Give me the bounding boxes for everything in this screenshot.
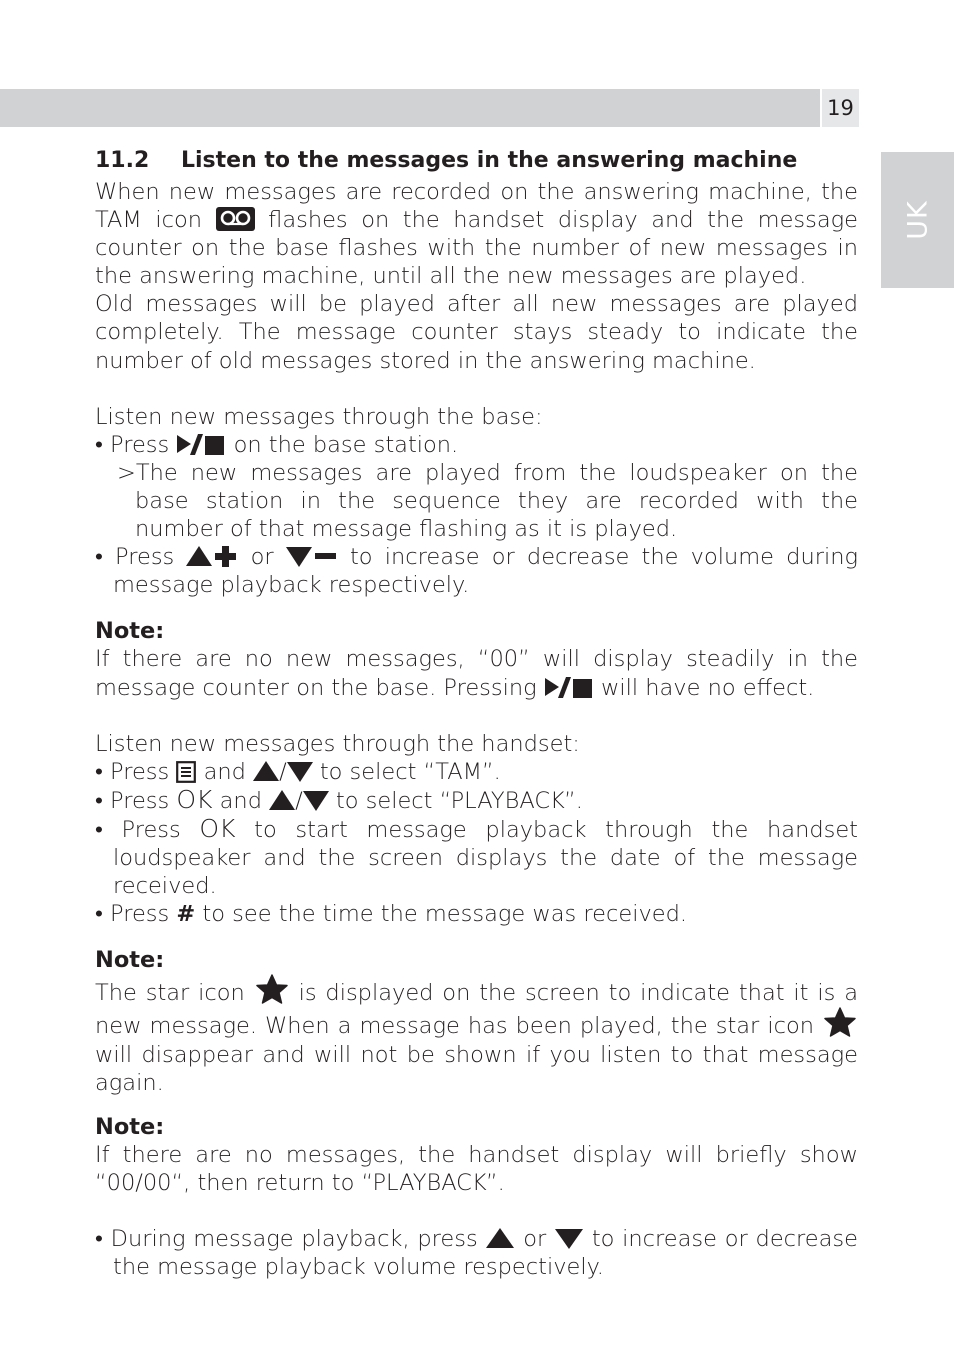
up-arrow-icon [253, 759, 279, 783]
language-tab [881, 152, 954, 288]
section-title [95, 146, 858, 176]
play-stop-icon [544, 675, 594, 699]
handset-bullet-3: • Press OK to start message playback through the handset loudspeaker and the screen displays the date of the message received. [95, 813, 859, 900]
handset-bullet-4: • Press # to see the time the message was received. [95, 901, 688, 928]
intro-paragraph-1: When new messages are recorded on the answering machine, the TAM icon flashes on the handset display and the message counter on the base flashes with the number of new messages in the answering machine, until all the new messages are played. [95, 179, 858, 290]
note-1-label: Note: [95, 618, 165, 645]
section-number: 11.2 [95, 148, 150, 173]
star-icon [822, 1007, 858, 1037]
play-stop-icon [176, 432, 226, 456]
up-arrow-icon [485, 1226, 515, 1250]
handset-bullet-2: • Press OK and / to select “PLAYBACK”. [95, 784, 583, 814]
handset-heading: Listen new messages through the handset: [95, 730, 580, 757]
base-sub-result: >The new messages are played from the loudspeaker on the base station in the sequence they are recorded with the number of that message flashing as it is played. [117, 459, 858, 543]
note-1-text: If there are no new messages, “00” will display steadily in the message counter on the base. Pressing will have no effect. [95, 646, 858, 701]
base-bullet-1: • Press on the base station. [95, 431, 459, 458]
menu-icon [176, 761, 196, 783]
ok-key-label: OK [199, 813, 236, 843]
intro-paragraph-2: Old messages will be played after all new messages are played completely. The message counter stays steady to indicate the number of old messages stored in the answering machine. [95, 291, 858, 374]
section-title-text: Listen to the messages in the answering machine [181, 148, 798, 173]
language-tab-label: UK [902, 200, 933, 240]
final-bullet: • During message playback, press or to increase or decrease the message playback volume respectively. [95, 1226, 858, 1281]
page-number: 19 [822, 89, 859, 127]
down-arrow-icon [554, 1226, 584, 1250]
base-heading: Listen new messages through the base: [95, 403, 543, 430]
note-3-text: If there are no messages, the handset display will briefly show “00/00“, then return to “PLAYBACK”. [95, 1141, 858, 1196]
star-icon [254, 974, 290, 1004]
header-bar [0, 89, 820, 127]
hash-key-label: # [176, 901, 196, 928]
down-arrow-icon [287, 759, 313, 783]
down-arrow-icon [303, 788, 329, 812]
base-bullet-2: • Press or to increase or decrease the volume during message playback respectively. [95, 544, 858, 599]
note-3-label: Note: [95, 1113, 165, 1140]
note-2-text: The star icon is displayed on the screen to indicate that it is a new message. When a message has been played, the star icon will disappear and will not be shown if you listen to that message again. [95, 974, 858, 1096]
page-content [95, 146, 858, 1281]
down-minus-icon [286, 544, 338, 568]
tam-icon [216, 207, 255, 231]
handset-bullet-1: • Press and / to select “TAM”. [95, 758, 501, 785]
ok-key-label: OK [176, 784, 213, 814]
up-plus-icon [186, 544, 238, 568]
note-2-label: Note: [95, 947, 165, 974]
up-arrow-icon [269, 788, 295, 812]
